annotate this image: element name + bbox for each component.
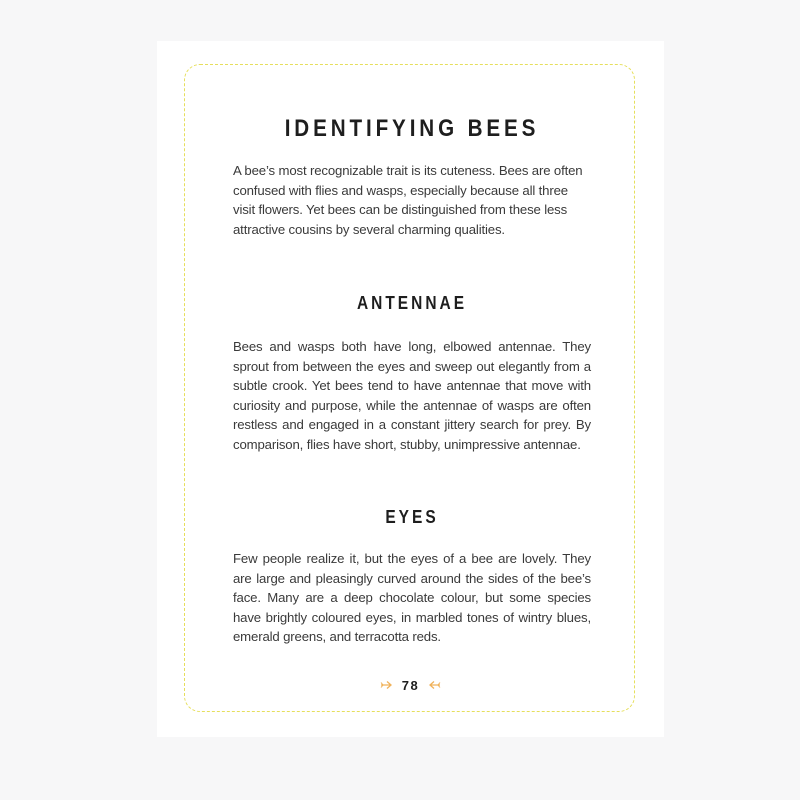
arrow-right-ornament-icon — [380, 680, 394, 690]
page-title: IDENTIFYING BEES — [284, 115, 540, 142]
intro-paragraph: A bee’s most recognizable trait is its cuteness. Bees are often confused with flies and wasps, especially because all three visit flowers. Yet bees can be distinguished from these less attractive cousins by several charming qualities. — [233, 163, 583, 237]
section-body-antennae: Bees and wasps both have long, elbowed antennae. They sprout from between the eyes and sweep out elegantly from a subtle crook. Yet bees tend to have antennae that move with curiosity and purpose, while the antennae of wasps are often restless and engaged in a constant jittery search for prey. By comparison, flies have short, stubby, unimpressive antennae. — [233, 339, 591, 452]
section-heading-antennae: ANTENNAE — [356, 293, 468, 313]
section-body-eyes: Few people realize it, but the eyes of a bee are lovely. They are large and pleasingly curved around the sides of the bee’s face. Many are a deep chocolate colour, but some species have brightly coloured eyes, in marbled tones of wintry blues, emerald greens, and terracotta reds. — [233, 551, 591, 645]
page-number: 78 — [401, 677, 420, 693]
page-content — [233, 111, 591, 671]
section-heading-eyes: EYES — [385, 507, 439, 527]
arrow-left-ornament-icon — [427, 680, 441, 690]
book-page — [157, 41, 664, 737]
page-number-footer — [157, 675, 664, 695]
